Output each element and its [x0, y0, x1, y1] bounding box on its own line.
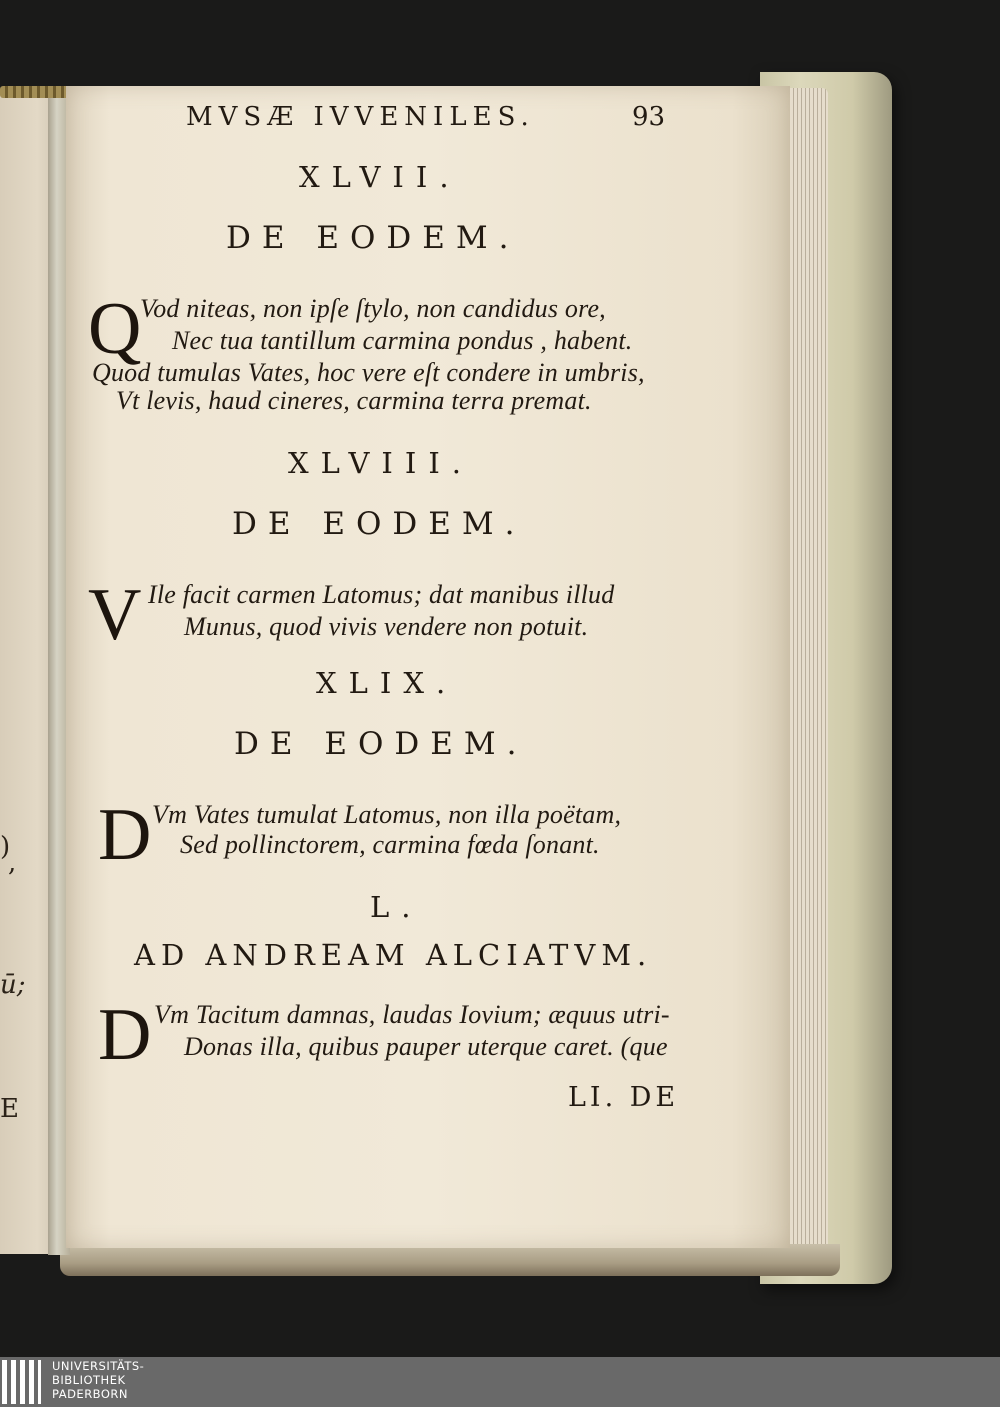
drop-cap: Q	[88, 288, 142, 370]
drop-cap: D	[98, 794, 152, 876]
right-page	[66, 86, 790, 1248]
section-heading: DE EODEM.	[226, 220, 520, 256]
drop-cap: V	[88, 574, 142, 656]
left-page-fragment: ū;	[0, 970, 26, 1000]
library-name-line: BIBLIOTHEK	[52, 1373, 126, 1387]
section-heading: DE EODEM.	[232, 506, 526, 542]
section-numeral: XLVIII.	[288, 446, 473, 480]
section-numeral: XLVII.	[299, 160, 461, 194]
library-footer	[0, 1357, 1000, 1407]
verse-line: Sed pollinctorem, carmina fœda ſonant.	[180, 830, 600, 859]
catchword: LI. DE	[568, 1082, 680, 1113]
verse-line: Vm Vates tumulat Latomus, non illa poëtam,	[152, 800, 622, 829]
book-bottom-edge	[60, 1244, 840, 1276]
drop-cap: D	[98, 994, 152, 1076]
left-page-fragment: )	[0, 832, 11, 862]
section-numeral: XLIX.	[316, 666, 458, 700]
section-heading: AD ANDREAM ALCIATVM.	[134, 938, 653, 972]
library-name-line: UNIVERSITÄTS-	[52, 1359, 145, 1373]
verse-line: Ile facit carmen Latomus; dat manibus illud	[148, 580, 615, 609]
verse-line: Nec tua tantillum carmina pondus , habent.	[172, 326, 633, 355]
verse-line: Vm Tacitum damnas, laudas Iovium; æquus utri-	[154, 1000, 670, 1029]
library-logo-icon	[2, 1360, 46, 1404]
left-page-fragment: E	[0, 1094, 19, 1124]
library-name	[52, 1359, 144, 1401]
left-page-fragment: ,	[8, 848, 17, 878]
page-number: 93	[632, 102, 666, 132]
verse-line: Donas illa, quibus pauper uterque caret. (que	[184, 1032, 668, 1061]
library-name-line: PADERBORN	[52, 1387, 129, 1401]
section-numeral: L.	[370, 890, 423, 924]
section-heading: DE EODEM.	[234, 726, 528, 762]
verse-line: Vod niteas, non ipſe ſtylo, non candidus ore,	[140, 294, 606, 323]
verse-line: Quod tumulas Vates, hoc vere eſt condere in umbris,	[92, 358, 645, 387]
running-head: MVSÆ IVVENILES.	[186, 102, 535, 132]
verse-line: Vt levis, haud cineres, carmina terra premat.	[116, 386, 592, 415]
verse-line: Munus, quod vivis vendere non potuit.	[184, 612, 589, 641]
